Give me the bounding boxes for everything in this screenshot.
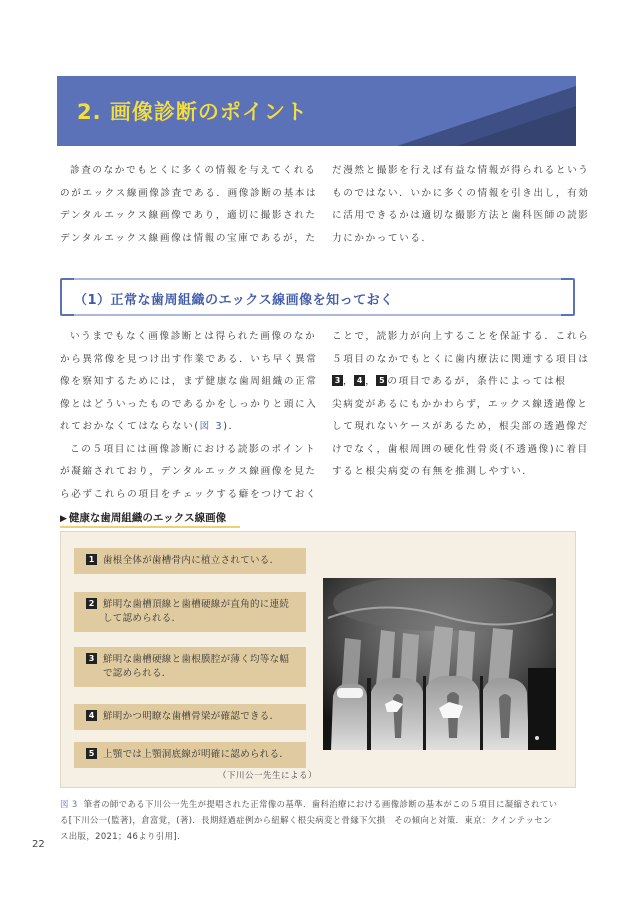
body-left-line-2: から異常像を見つけ出す作業である．いち早く異常 <box>60 353 318 365</box>
intro-right-line-2: ものではない．いかに多くの情報を引き出し，有効 <box>332 187 590 199</box>
body-left-line-6: この５項目には画像診断における読影のポイント <box>70 443 317 455</box>
intro-left-line-4: デンタルエックス線画像は情報の宝庫であるが，た <box>60 232 317 244</box>
body-right-line-3-text: の項目であるが，条件によっては根 <box>387 376 567 387</box>
figure-heading <box>60 510 226 525</box>
criteria-item-2 <box>74 592 306 632</box>
separator: ， <box>343 376 355 387</box>
intro-left-line-3: デンタルエックス線画像であり，適切に撮影された <box>60 210 317 221</box>
dental-xray-image <box>323 578 556 750</box>
body-right-line-6: けでなく，歯根周囲の硬化性骨炎(不透過像)に着目 <box>332 443 589 455</box>
item-number-badge: 5 <box>86 748 97 759</box>
page-number: 22 <box>32 839 45 850</box>
subsection-title: （1）正常な歯周組織のエックス線画像を知っておく <box>74 293 394 308</box>
item-number-badge: 4 <box>354 375 365 386</box>
caption-line-3: ス出版，2021；46より引用]． <box>60 831 186 841</box>
body-right-line-4: 尖病変があるにもかかわらず，エックス線透過像と <box>332 398 589 410</box>
criteria-item-1 <box>74 548 306 574</box>
item-number-badge: 3 <box>332 375 343 386</box>
xray-drawing <box>323 578 556 750</box>
criteria-item-3 <box>74 647 306 687</box>
intro-right-column <box>332 160 590 250</box>
body-left-line-8: ら必ずこれらの項目をチェックする癖をつけておく <box>60 488 318 500</box>
intro-right-line-4: 力にかかっている． <box>332 232 433 244</box>
figure-caption <box>60 796 576 844</box>
body-right-line-7: すると根尖病変の有無を推測しやすい． <box>332 466 534 477</box>
body-left-line-3: 像を察知するためには，まず健康な歯周組織の正常 <box>60 376 318 387</box>
caption-line-1 <box>60 796 576 812</box>
body-right-line-3 <box>332 371 582 394</box>
item-number-badge: 1 <box>86 554 97 565</box>
triangle-icon: ▶ <box>60 514 67 524</box>
criteria-item-text: 鮮明な歯槽頂線と歯槽硬線が直角的に連続 <box>103 599 290 610</box>
figure-ref-prefix: れておかなくてはならない( <box>60 421 200 432</box>
intro-left-line-1: 診査のなかでもとくに多くの情報を与えてくれる <box>70 165 317 176</box>
figure-heading-text: 健康な歯周組織のエックス線画像 <box>68 512 227 524</box>
caption-line-1-text: 筆者の師である下川公一先生が提唱された正常像の基準．歯科治療における画像診断の基本がこの５項目に凝縮されてい <box>83 799 558 809</box>
item-number-badge: 2 <box>86 598 97 609</box>
intro-right-line-1: だ漫然と撮影を行えば有益な情報が得られるという <box>332 165 590 176</box>
criteria-item-text: 上顎では上顎洞底線が明確に認められる． <box>103 749 290 760</box>
criteria-item-text: 歯根全体が歯槽骨内に植立されている． <box>103 555 280 566</box>
body-left-column <box>60 326 318 506</box>
caption-label: 図 3 <box>60 799 78 809</box>
figure-heading-underline <box>60 526 240 528</box>
item-number-badge: 3 <box>86 653 97 664</box>
separator: ， <box>365 376 377 387</box>
figure-ref-suffix: )． <box>223 421 240 432</box>
body-right-line-2: ５項目のなかでもとくに歯内療法に関連する項目は <box>332 353 590 365</box>
body-right-line-5: して現れないケースがあるため，根尖部の透過像だ <box>332 421 589 432</box>
section-title: 2. 画像診断のポイント <box>77 100 308 124</box>
intro-right-line-3: に活用できるかは適切な撮影方法と歯科医師の読影 <box>332 210 590 221</box>
item-number-badge: 4 <box>86 710 97 721</box>
criteria-item-text: 鮮明かつ明瞭な歯槽骨梁が確認できる． <box>103 711 280 722</box>
criteria-item-5 <box>74 742 306 768</box>
body-left-line-5 <box>60 416 310 439</box>
body-left-line-4: 像とはどういったものであるかをしっかりと頭に入 <box>60 398 318 410</box>
section-banner <box>57 76 576 146</box>
criteria-item-4 <box>74 704 306 730</box>
body-left-line-7: が凝縮されており，デンタルエックス線画像を見た <box>60 466 317 477</box>
criteria-item-text: 鮮明な歯槽硬線と歯根膜腔が薄く均等な幅 <box>103 654 290 665</box>
figure-reference-link[interactable]: 図 3 <box>199 421 224 432</box>
intro-left-column <box>60 160 318 250</box>
caption-line-2: る[下川公一(監著)，倉富覚，(著)．長期経過症例から紐解く根尖病変と骨縁下欠損 その傾向と対策．東京：クインテッセン <box>60 815 552 825</box>
body-left-line-1: いうまでもなく画像診断とは得られた画像のなか <box>70 331 317 342</box>
figure-credit: （下川公一先生による） <box>218 771 318 781</box>
criteria-item-text-cont: して認められる． <box>103 613 182 624</box>
body-right-column <box>332 326 590 484</box>
criteria-item-text-cont: で認められる． <box>103 668 172 679</box>
intro-left-line-2: のがエックス線画像診査である．画像診断の基本は <box>60 187 318 199</box>
item-number-badge: 5 <box>376 375 387 386</box>
body-right-line-1: ことで，読影力が向上することを保証する．これら <box>332 331 590 342</box>
